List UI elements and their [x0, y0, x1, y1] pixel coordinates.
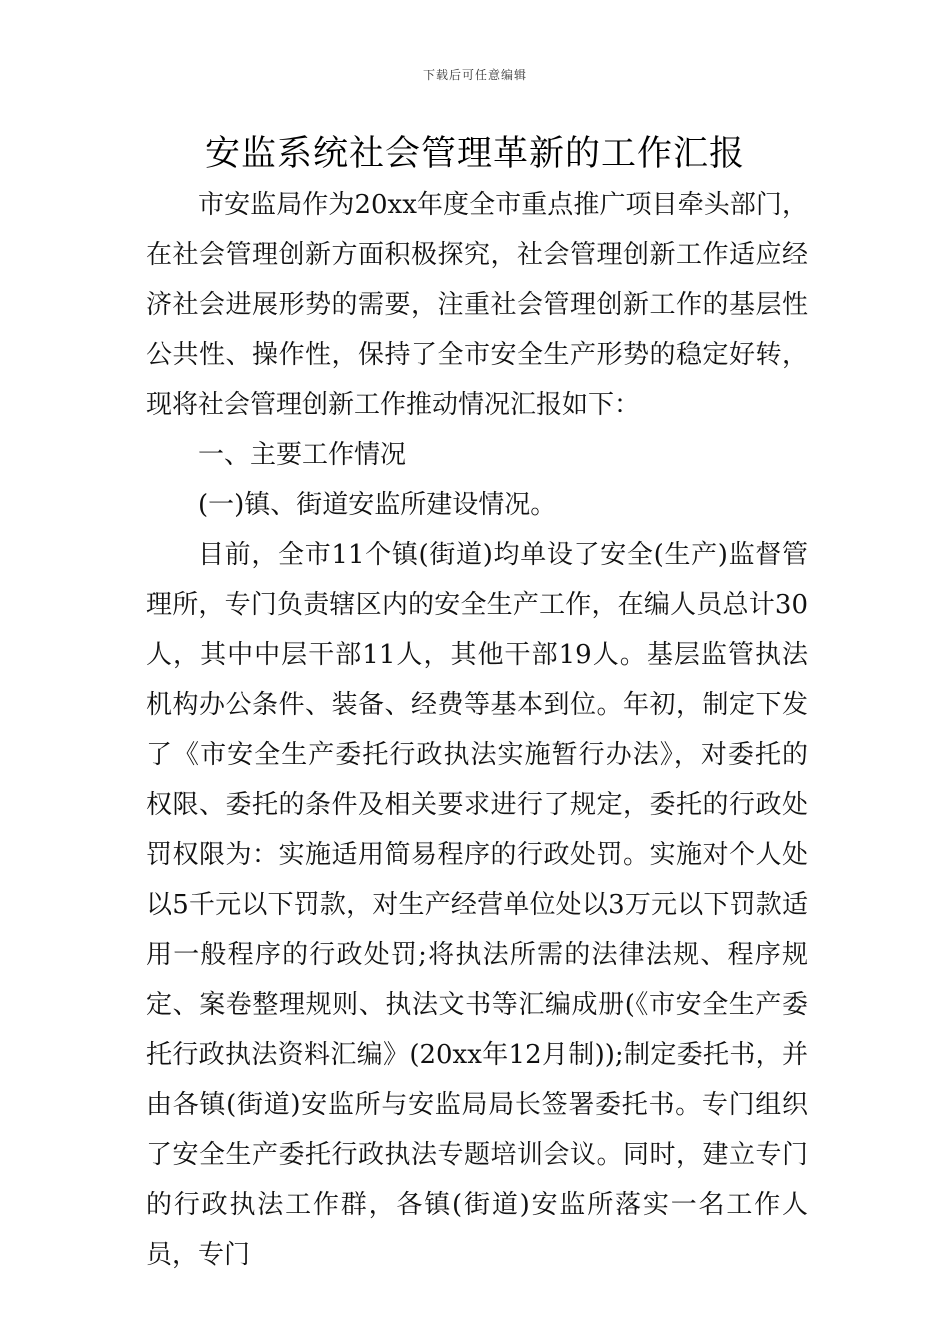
header-note: 下载后可任意编辑	[422, 68, 527, 82]
paragraph-body: 目前，全市11个镇(街道)均单设了安全(生产)监督管理所，专门负责辖区内的安全生产工作，在编人员总计30人，其中中层干部11人，其他干部19人。基层监管执法机构办公条件、装备、经费等基本到位。年初，制定下发了《市安全生产委托行政执法实施暂行办法》，对委托的权限、委托的条件及相关要求进行了规定，委托的行政处罚权限为：实施适用简易程序的行政处罚。实施对个人处以5千元以下罚款，对生产经营单位处以3万元以下罚款适用一般程序的行政处罚;将执法所需的法律法规、程序规定、案卷整理规则、执法文书等汇编成册(《市安全生产委托行政执法资料汇编》(20xx年12月制));制定委托书，并由各镇(街道)安监所与安监局局长签署委托书。专门组织了安全生产委托行政执法专题培训会议。同时，建立专门的行政执法工作群，各镇(街道)安监所落实一名工作人员，专门	[146, 540, 808, 1270]
paragraph-intro: 市安监局作为20xx年度全市重点推广项目牵头部门，在社会管理创新方面积极探究，社会管理创新工作适应经济社会进展形势的需要，注重社会管理创新工作的基层性公共性、操作性，保持了全市安全生产形势的稳定好转，现将社会管理创新工作推动情况汇报如下：	[146, 190, 808, 420]
document-body	[146, 180, 808, 1280]
subsection-heading: (一)镇、街道安监所建设情况。	[198, 490, 557, 520]
section-heading: 一、主要工作情况	[198, 440, 407, 470]
document-title: 安监系统社会管理革新的工作汇报	[204, 134, 745, 174]
